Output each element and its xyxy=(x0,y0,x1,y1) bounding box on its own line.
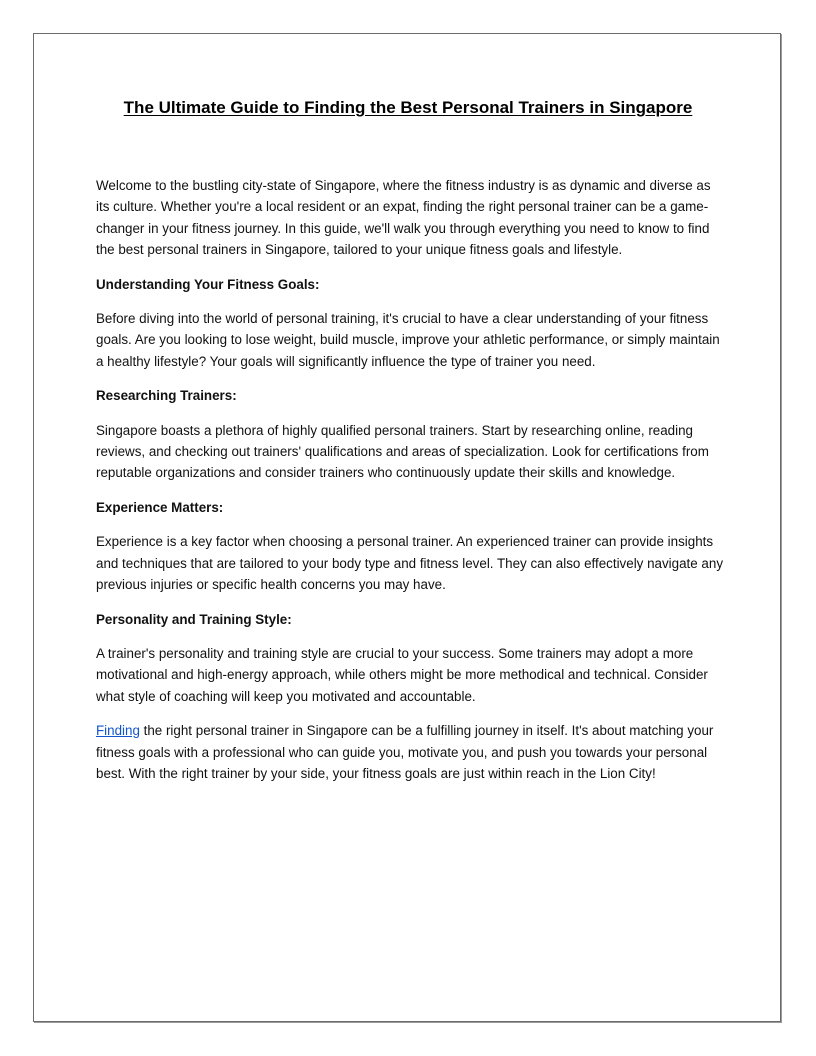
section-body-experience: Experience is a key factor when choosing a personal trainer. An experienced trainer can provide insights and techniques that are tailored to your body type and fitness level. They can also effectively navigate any previous injuries or specific health concerns you may have. xyxy=(96,534,724,593)
conclusion-text: the right personal trainer in Singapore can be a fulfilling journey in itself. It's about matching your fitness goals with a professional who can guide you, motivate you, and push you towards your personal best. With the right trainer by your side, your fitness goals are just within reach in the Lion City! xyxy=(96,723,714,781)
section-heading-personality: Personality and Training Style: xyxy=(96,611,292,627)
section-body-fitness-goals: Before diving into the world of personal training, it's crucial to have a clear understanding of your fitness goals. Are you looking to lose weight, build muscle, improve your athletic performance, or simply maintain a healthy lifestyle? Your goals will significantly influence the type of trainer you need. xyxy=(96,311,720,369)
section-heading-researching-trainers: Researching Trainers: xyxy=(96,388,237,404)
intro-paragraph: Welcome to the bustling city-state of Singapore, where the fitness industry is as dynamic and diverse as its culture. Whether you're a local resident or an expat, finding the right personal trainer can be a game-changer in your fitness journey. In this guide, we'll walk you through everything you need to know to find the best personal trainers in Singapore, tailored to your unique fitness goals and lifestyle. xyxy=(96,178,711,258)
document-title: The Ultimate Guide to Finding the Best Personal Trainers in Singapore xyxy=(123,98,693,117)
section-body-researching-trainers: Singapore boasts a plethora of highly qualified personal trainers. Start by researching online, reading reviews, and checking out trainers' qualifications and areas of specialization. Look for certifications from reputable organizations and consider trainers who continuously update their skills and knowledge. xyxy=(96,422,709,481)
document-body xyxy=(96,175,724,797)
conclusion-paragraph xyxy=(96,720,724,784)
section-heading-fitness-goals: Understanding Your Fitness Goals: xyxy=(96,276,320,292)
finding-link[interactable]: Finding xyxy=(96,723,140,739)
section-heading-experience: Experience Matters: xyxy=(96,499,224,515)
section-body-personality: A trainer's personality and training style are crucial to your success. Some trainers may adopt a more motivational and high-energy approach, while others might be more methodical and technical. Consider what style of coaching will keep you motivated and accountable. xyxy=(96,645,708,704)
